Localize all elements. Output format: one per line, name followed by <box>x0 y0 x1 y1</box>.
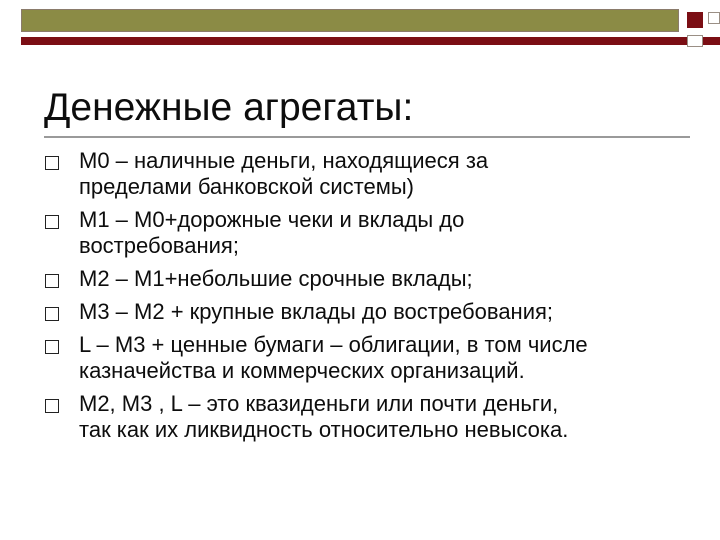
white-square-decoration <box>708 12 720 24</box>
bullet-text-line: так как их ликвидность относительно невысока. <box>79 417 569 442</box>
bullet-text-line: казначейства и коммерческих организаций. <box>79 358 525 383</box>
white-square-decoration-lower <box>687 35 703 47</box>
bullet-list <box>45 148 695 450</box>
list-item <box>45 266 695 292</box>
olive-bar <box>21 9 679 32</box>
list-item <box>45 332 695 384</box>
title-divider <box>44 136 690 138</box>
square-bullet-icon <box>45 307 59 321</box>
slide-title: Денежные агрегаты: <box>44 86 414 129</box>
bullet-text-line: М2, М3 , L – это квазиденьги или почти деньги, <box>79 391 559 416</box>
square-bullet-icon <box>45 399 59 413</box>
list-item <box>45 148 695 200</box>
header-decoration <box>21 9 720 45</box>
list-item <box>45 391 695 443</box>
bullet-text-line: М1 – М0+дорожные чеки и вклады до <box>79 207 465 232</box>
bullet-text-line: L – М3 + ценные бумаги – облигации, в том числе <box>79 332 588 357</box>
bullet-text-line: пределами банковской системы) <box>79 174 414 199</box>
bullet-text-line: М2 – М1+небольшие срочные вклады; <box>79 266 473 291</box>
square-bullet-icon <box>45 340 59 354</box>
bullet-text-line: М3 – М2 + крупные вклады до востребования; <box>79 299 554 324</box>
red-band <box>21 37 720 45</box>
square-bullet-icon <box>45 215 59 229</box>
bullet-text-line: М0 – наличные деньги, находящиеся за <box>79 148 489 173</box>
list-item <box>45 207 695 259</box>
list-item <box>45 299 695 325</box>
square-bullet-icon <box>45 274 59 288</box>
bullet-text-line: востребования; <box>79 233 239 258</box>
red-square-decoration <box>687 12 703 28</box>
square-bullet-icon <box>45 156 59 170</box>
